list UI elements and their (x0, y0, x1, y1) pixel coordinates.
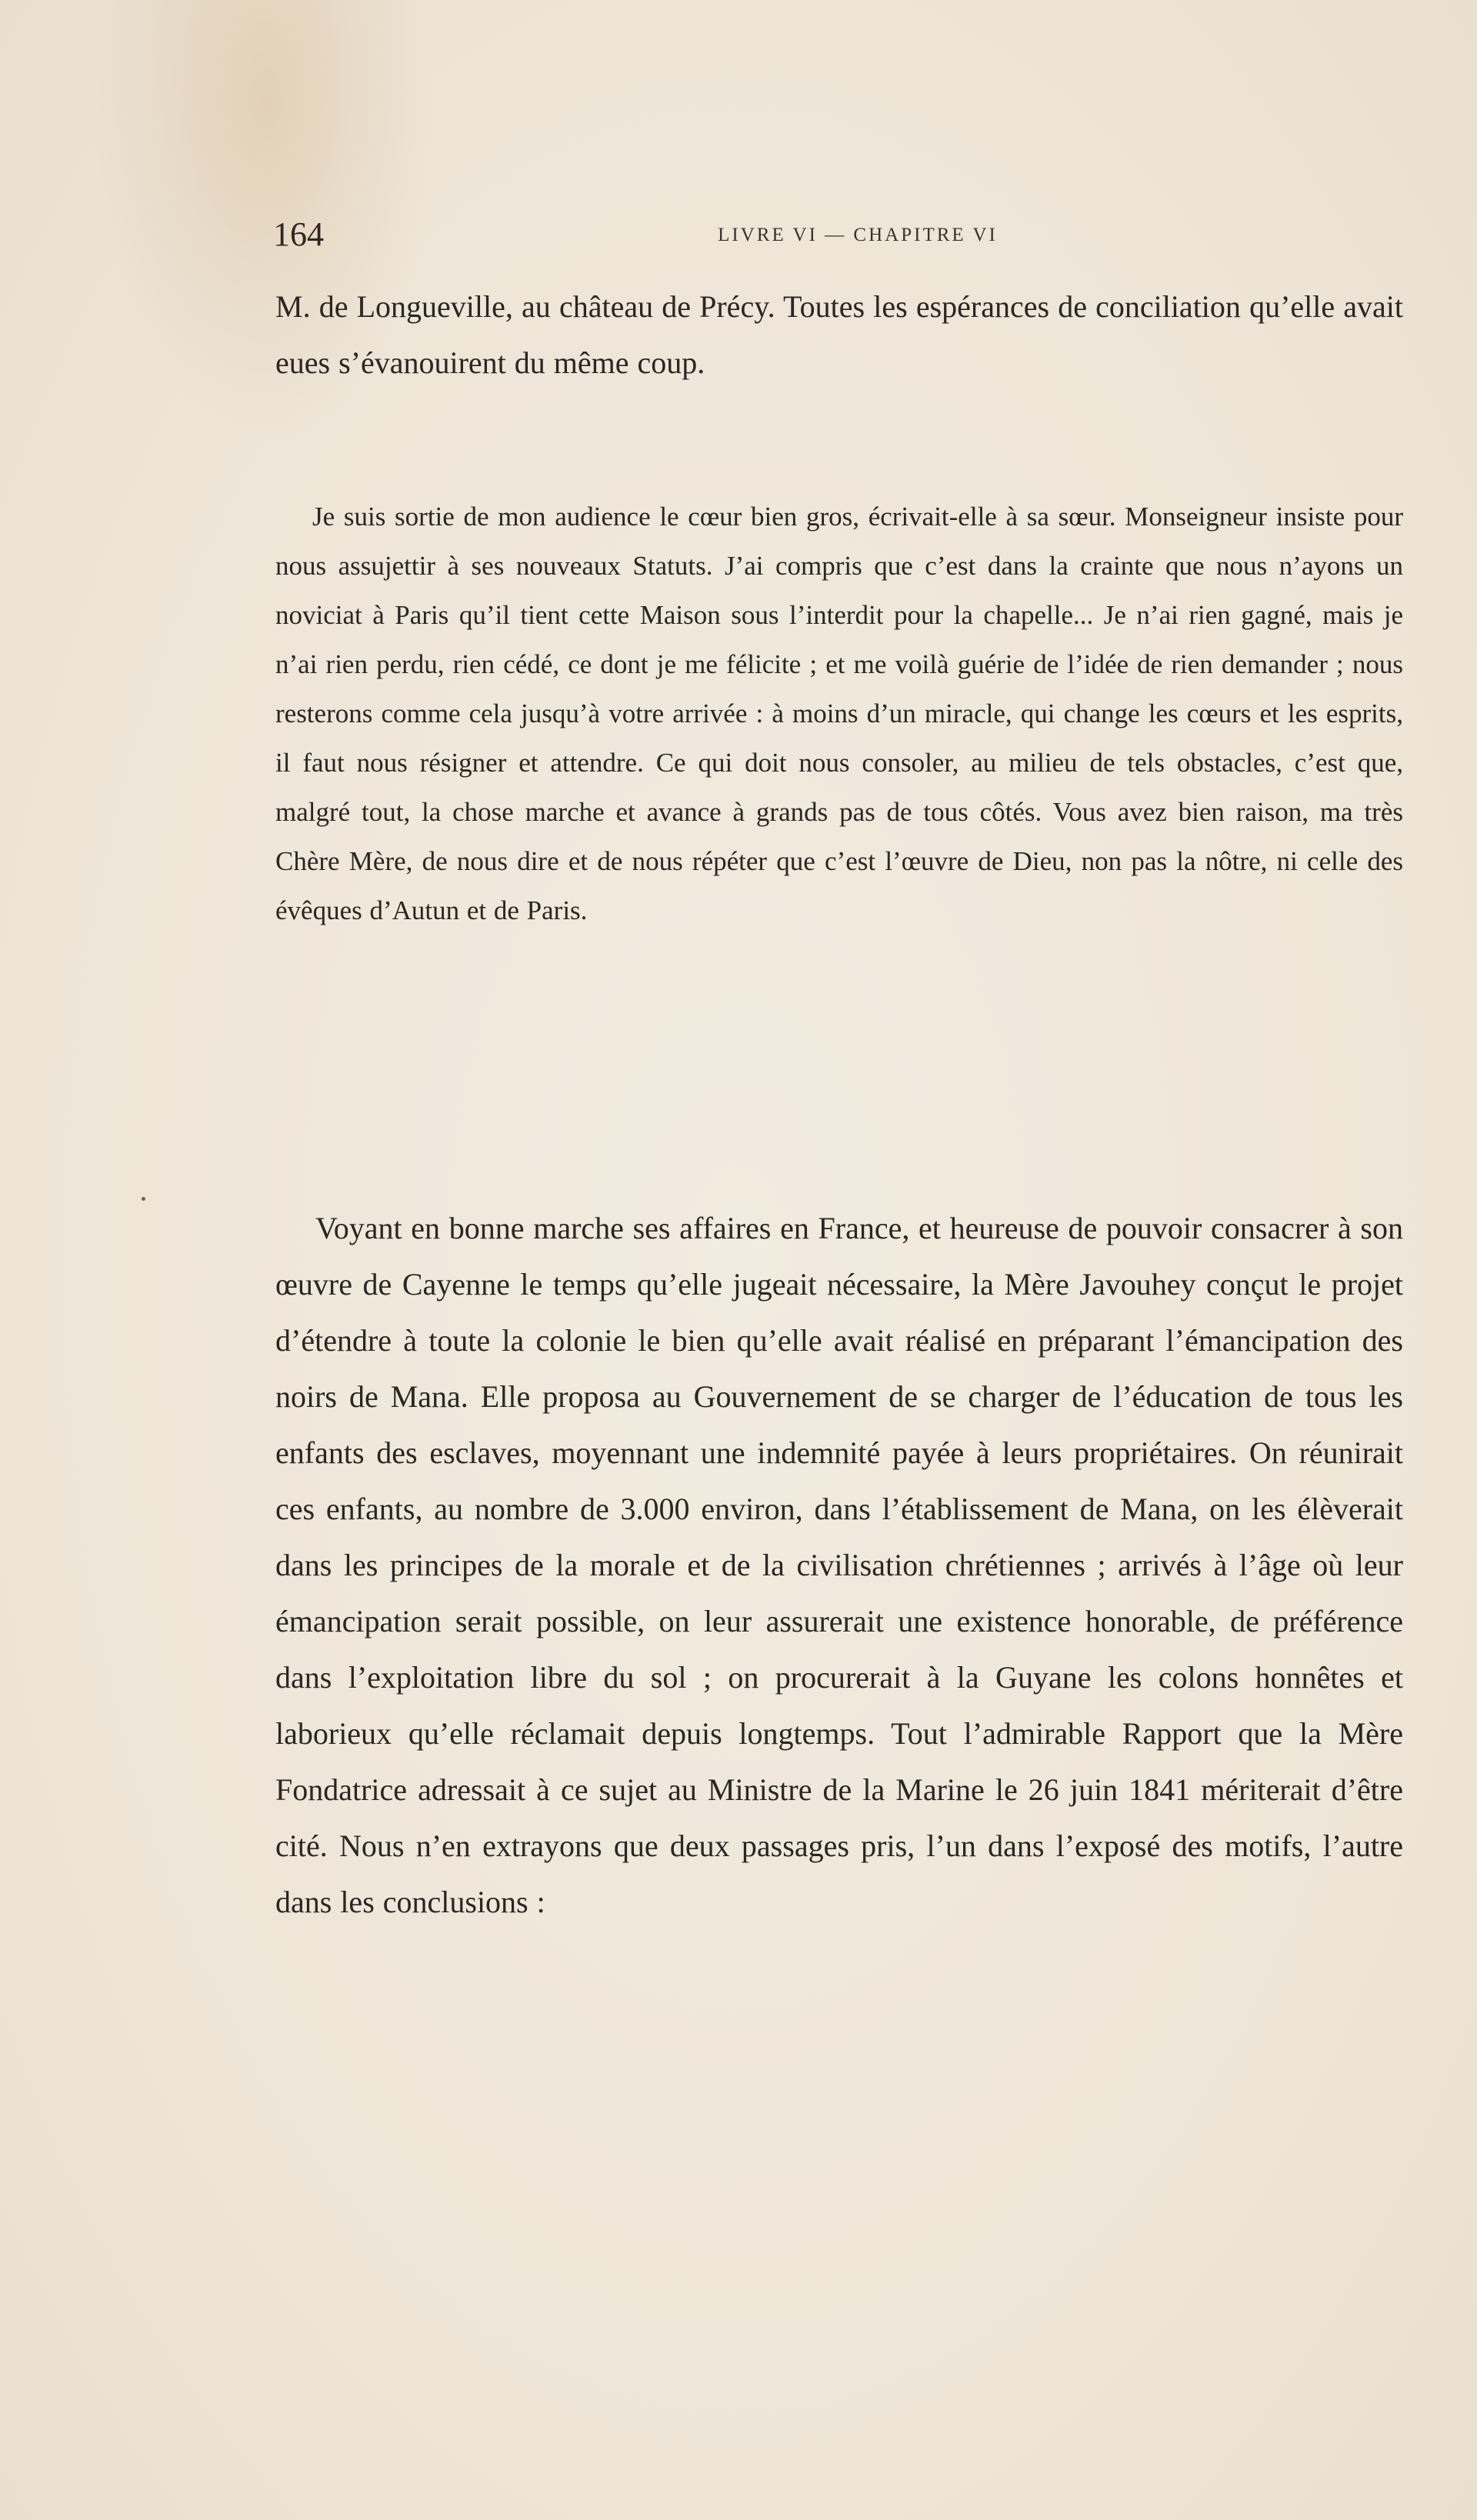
quoted-letter: Je suis sortie de mon audience le cœur bien gros, écrivait-elle à sa sœur. Monseigneur insiste pour nous assujettir à ses nouveaux Statuts. J’ai compris que c’est dans la crainte que nous n’ayons un noviciat à Paris qu’il tient cette Maison sous l’interdit pour la chapelle... Je n’ai rien gagné, mais je n’ai rien perdu, rien cédé, ce dont je me félicite ; et me voilà guérie de l’idée de rien demander ; nous resterons comme cela jusqu’à votre arrivée : à moins d’un miracle, qui change les cœurs et les esprits, il faut nous résigner et attendre. Ce qui doit nous consoler, au milieu de tels obstacles, c’est que, malgré tout, la chose marche et avance à grands pas de tous côtés. Vous avez bien raison, ma très Chère Mère, de nous dire et de nous répéter que c’est l’œuvre de Dieu, non pas la nôtre, ni celle des évêques d’Autun et de Paris. (275, 502, 1403, 925)
page-header (273, 214, 1402, 255)
page-number: 164 (273, 215, 324, 253)
running-head: LIVRE VI — CHAPITRE VI (718, 225, 998, 245)
paragraph-1: M. de Longueville, au château de Précy. Toutes les espérances de conciliation qu’elle avait eues s’évanouirent du même coup. (275, 289, 1403, 380)
margin-mark (142, 1197, 145, 1201)
paragraph-2: Voyant en bonne marche ses affaires en France, et heureuse de pouvoir consacrer à son œuvre de Cayenne le temps qu’elle jugeait nécessaire, la Mère Javouhey conçut le projet d’étendre à toute la colonie le bien qu’elle avait réalisé en préparant l’émancipation des noirs de Mana. Elle proposa au Gouvernement de se charger de l’éducation de tous les enfants des esclaves, moyennant une indemnité payée à leurs propriétaires. On réunirait ces enfants, au nombre de 3.000 environ, dans l’établissement de Mana, on les élèverait dans les principes de la morale et de la civilisation chrétiennes ; arrivés à l’âge où leur émancipation serait possible, on leur assurerait une existence honorable, de préférence dans l’exploitation libre du sol ; on procurerait à la Guyane les colons honnêtes et laborieux qu’elle réclamait depuis longtemps. Tout l’admirable Rapport que la Mère Fondatrice adressait à ce sujet au Ministre de la Marine le 26 juin 1841 mériterait d’être cité. Nous n’en extrayons que deux passages pris, l’un dans l’exposé des motifs, l’autre dans les conclusions : (275, 1211, 1403, 1919)
